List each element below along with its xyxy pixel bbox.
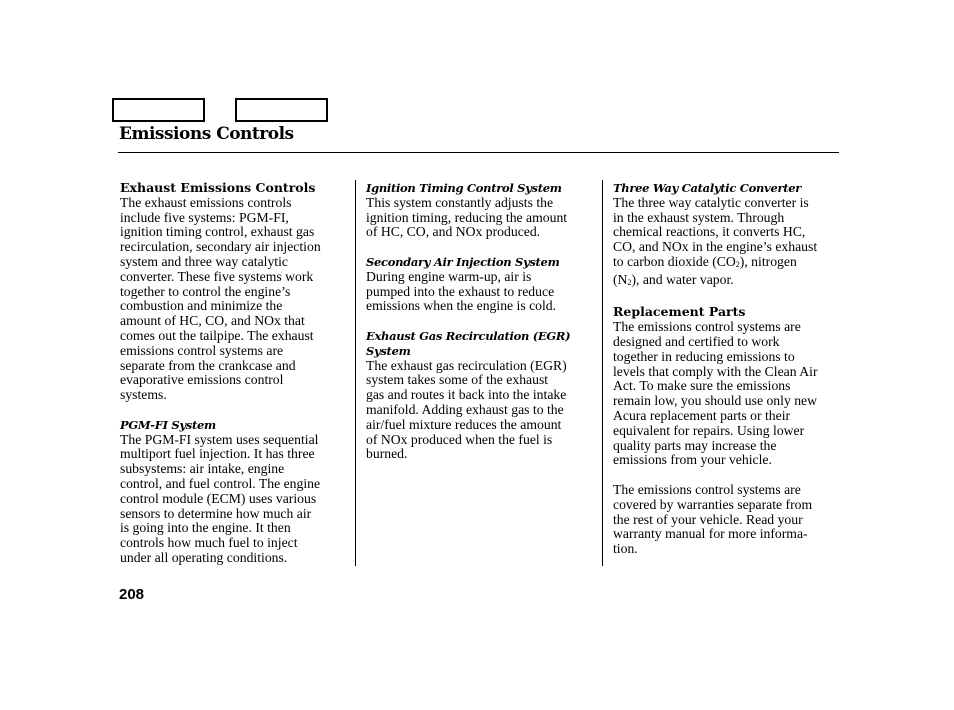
text-line: control, and fuel control. The engine <box>120 475 321 491</box>
text-line: designed and certified to work <box>613 333 780 349</box>
text-line: sensors to determine how much air <box>120 505 312 521</box>
text-line: amount of HC, CO, and NOx that <box>120 313 305 329</box>
text-line: comes out the tailpipe. The exhaust <box>120 327 314 343</box>
text-line: burned. <box>366 446 408 462</box>
paragraph-replacement-parts <box>613 320 841 468</box>
text-line: This system constantly adjusts the <box>366 194 554 210</box>
paragraph-secondary-air <box>366 270 596 314</box>
text-line: The three way catalytic converter is <box>613 194 809 210</box>
text-line: of HC, CO, and NOx produced. <box>366 224 541 240</box>
heading-ignition-timing-control: Ignition Timing Control System <box>366 181 562 195</box>
text-line <box>613 255 841 273</box>
text-line: include five systems: PGM-FI, <box>120 209 289 225</box>
title-rule <box>118 152 839 153</box>
paragraph-catalytic-converter <box>613 196 841 291</box>
heading-replacement-parts: Replacement Parts <box>613 304 746 320</box>
nav-tab-left[interactable] <box>112 98 205 122</box>
text-line: emissions when the engine is cold. <box>366 298 557 314</box>
text-line: air/fuel mixture reduces the amount <box>366 416 562 432</box>
text-line: under all operating conditions. <box>120 549 288 565</box>
text-line: manifold. Adding exhaust gas to the <box>366 401 564 417</box>
text-line: remain low, you should use only new <box>613 393 818 409</box>
paragraph-warranty <box>613 483 841 557</box>
text-line: The exhaust gas recirculation (EGR) <box>366 357 567 373</box>
column-divider-1 <box>355 180 356 566</box>
text-line: quality parts may increase the <box>613 437 777 453</box>
text-line: systems. <box>120 387 167 403</box>
heading-pgm-fi-system: PGM-FI System <box>120 417 216 432</box>
text-line: Act. To make sure the emissions <box>613 378 791 394</box>
text-span: ), and water vapor. <box>631 271 734 287</box>
column-2 <box>366 181 596 462</box>
text-line: emissions from your vehicle. <box>613 452 772 468</box>
text-line: ignition timing, reducing the amount <box>366 209 568 225</box>
text-span: ), nitrogen <box>739 253 797 269</box>
text-line: control module (ECM) uses various <box>120 490 317 506</box>
text-line: ignition timing control, exhaust gas <box>120 224 315 240</box>
text-line: system takes some of the exhaust <box>366 372 549 388</box>
column-divider-2 <box>602 180 603 566</box>
text-line: covered by warranties separate from <box>613 496 813 512</box>
text-line: together to control the engine’s <box>120 283 291 299</box>
text-line: The emissions control systems are <box>613 319 801 335</box>
text-line: subsystems: air intake, engine <box>120 461 285 477</box>
text-line: The exhaust emissions controls <box>120 194 292 210</box>
text-span: to carbon dioxide (CO <box>613 253 736 269</box>
text-line: the rest of your vehicle. Read your <box>613 511 803 527</box>
subscript: 2 <box>735 259 740 269</box>
text-line: The PGM-FI system uses sequential <box>120 431 319 447</box>
text-line: The emissions control systems are <box>613 481 801 497</box>
page-title: Emissions Controls <box>119 124 294 144</box>
column-3 <box>613 181 841 557</box>
text-span: (N <box>613 271 628 287</box>
heading-secondary-air-injection: Secondary Air Injection System <box>366 254 560 269</box>
text-line: tion. <box>613 541 638 557</box>
heading-three-way-catalytic-converter: Three Way Catalytic Converter <box>613 181 802 195</box>
text-line: equivalent for repairs. Using lower <box>613 422 805 438</box>
text-line: During engine warm-up, air is <box>366 268 532 284</box>
paragraph-ignition-timing <box>366 196 596 240</box>
paragraph-pgm-fi <box>120 433 348 566</box>
column-1 <box>120 181 348 566</box>
text-line: gas and routes it back into the intake <box>366 387 567 403</box>
text-line: combustion and minimize the <box>120 298 283 314</box>
text-line: in the exhaust system. Through <box>613 209 785 225</box>
text-line: CO, and NOx in the engine’s exhaust <box>613 239 818 255</box>
paragraph-egr <box>366 359 596 463</box>
text-line: controls how much fuel to inject <box>120 535 298 551</box>
text-line: of NOx produced when the fuel is <box>366 431 553 447</box>
text-line <box>613 273 841 291</box>
paragraph-exhaust-emissions <box>120 196 348 403</box>
heading-egr-system-cont: System <box>366 343 411 358</box>
text-line: recirculation, secondary air injection <box>120 239 321 255</box>
nav-tab-right[interactable] <box>235 98 328 122</box>
heading-egr-system: Exhaust Gas Recirculation (EGR) <box>366 328 571 343</box>
text-line: evaporative emissions control <box>120 372 284 388</box>
text-line: warranty manual for more informa- <box>613 526 808 542</box>
text-line: pumped into the exhaust to reduce <box>366 283 555 299</box>
text-line: multiport fuel injection. It has three <box>120 446 315 462</box>
subscript: 2 <box>627 277 632 287</box>
text-line: together in reducing emissions to <box>613 348 795 364</box>
text-line: emissions control systems are <box>120 342 284 358</box>
text-line: levels that comply with the Clean Air <box>613 363 818 379</box>
text-line: separate from the crankcase and <box>120 357 296 373</box>
text-line: Acura replacement parts or their <box>613 407 791 423</box>
text-line: system and three way catalytic <box>120 253 288 269</box>
page-number: 208 <box>119 586 145 603</box>
text-line: chemical reactions, it converts HC, <box>613 224 806 240</box>
text-line: converter. These five systems work <box>120 268 314 284</box>
heading-exhaust-emissions-controls: Exhaust Emissions Controls <box>120 180 316 195</box>
text-line: is going into the engine. It then <box>120 520 291 536</box>
